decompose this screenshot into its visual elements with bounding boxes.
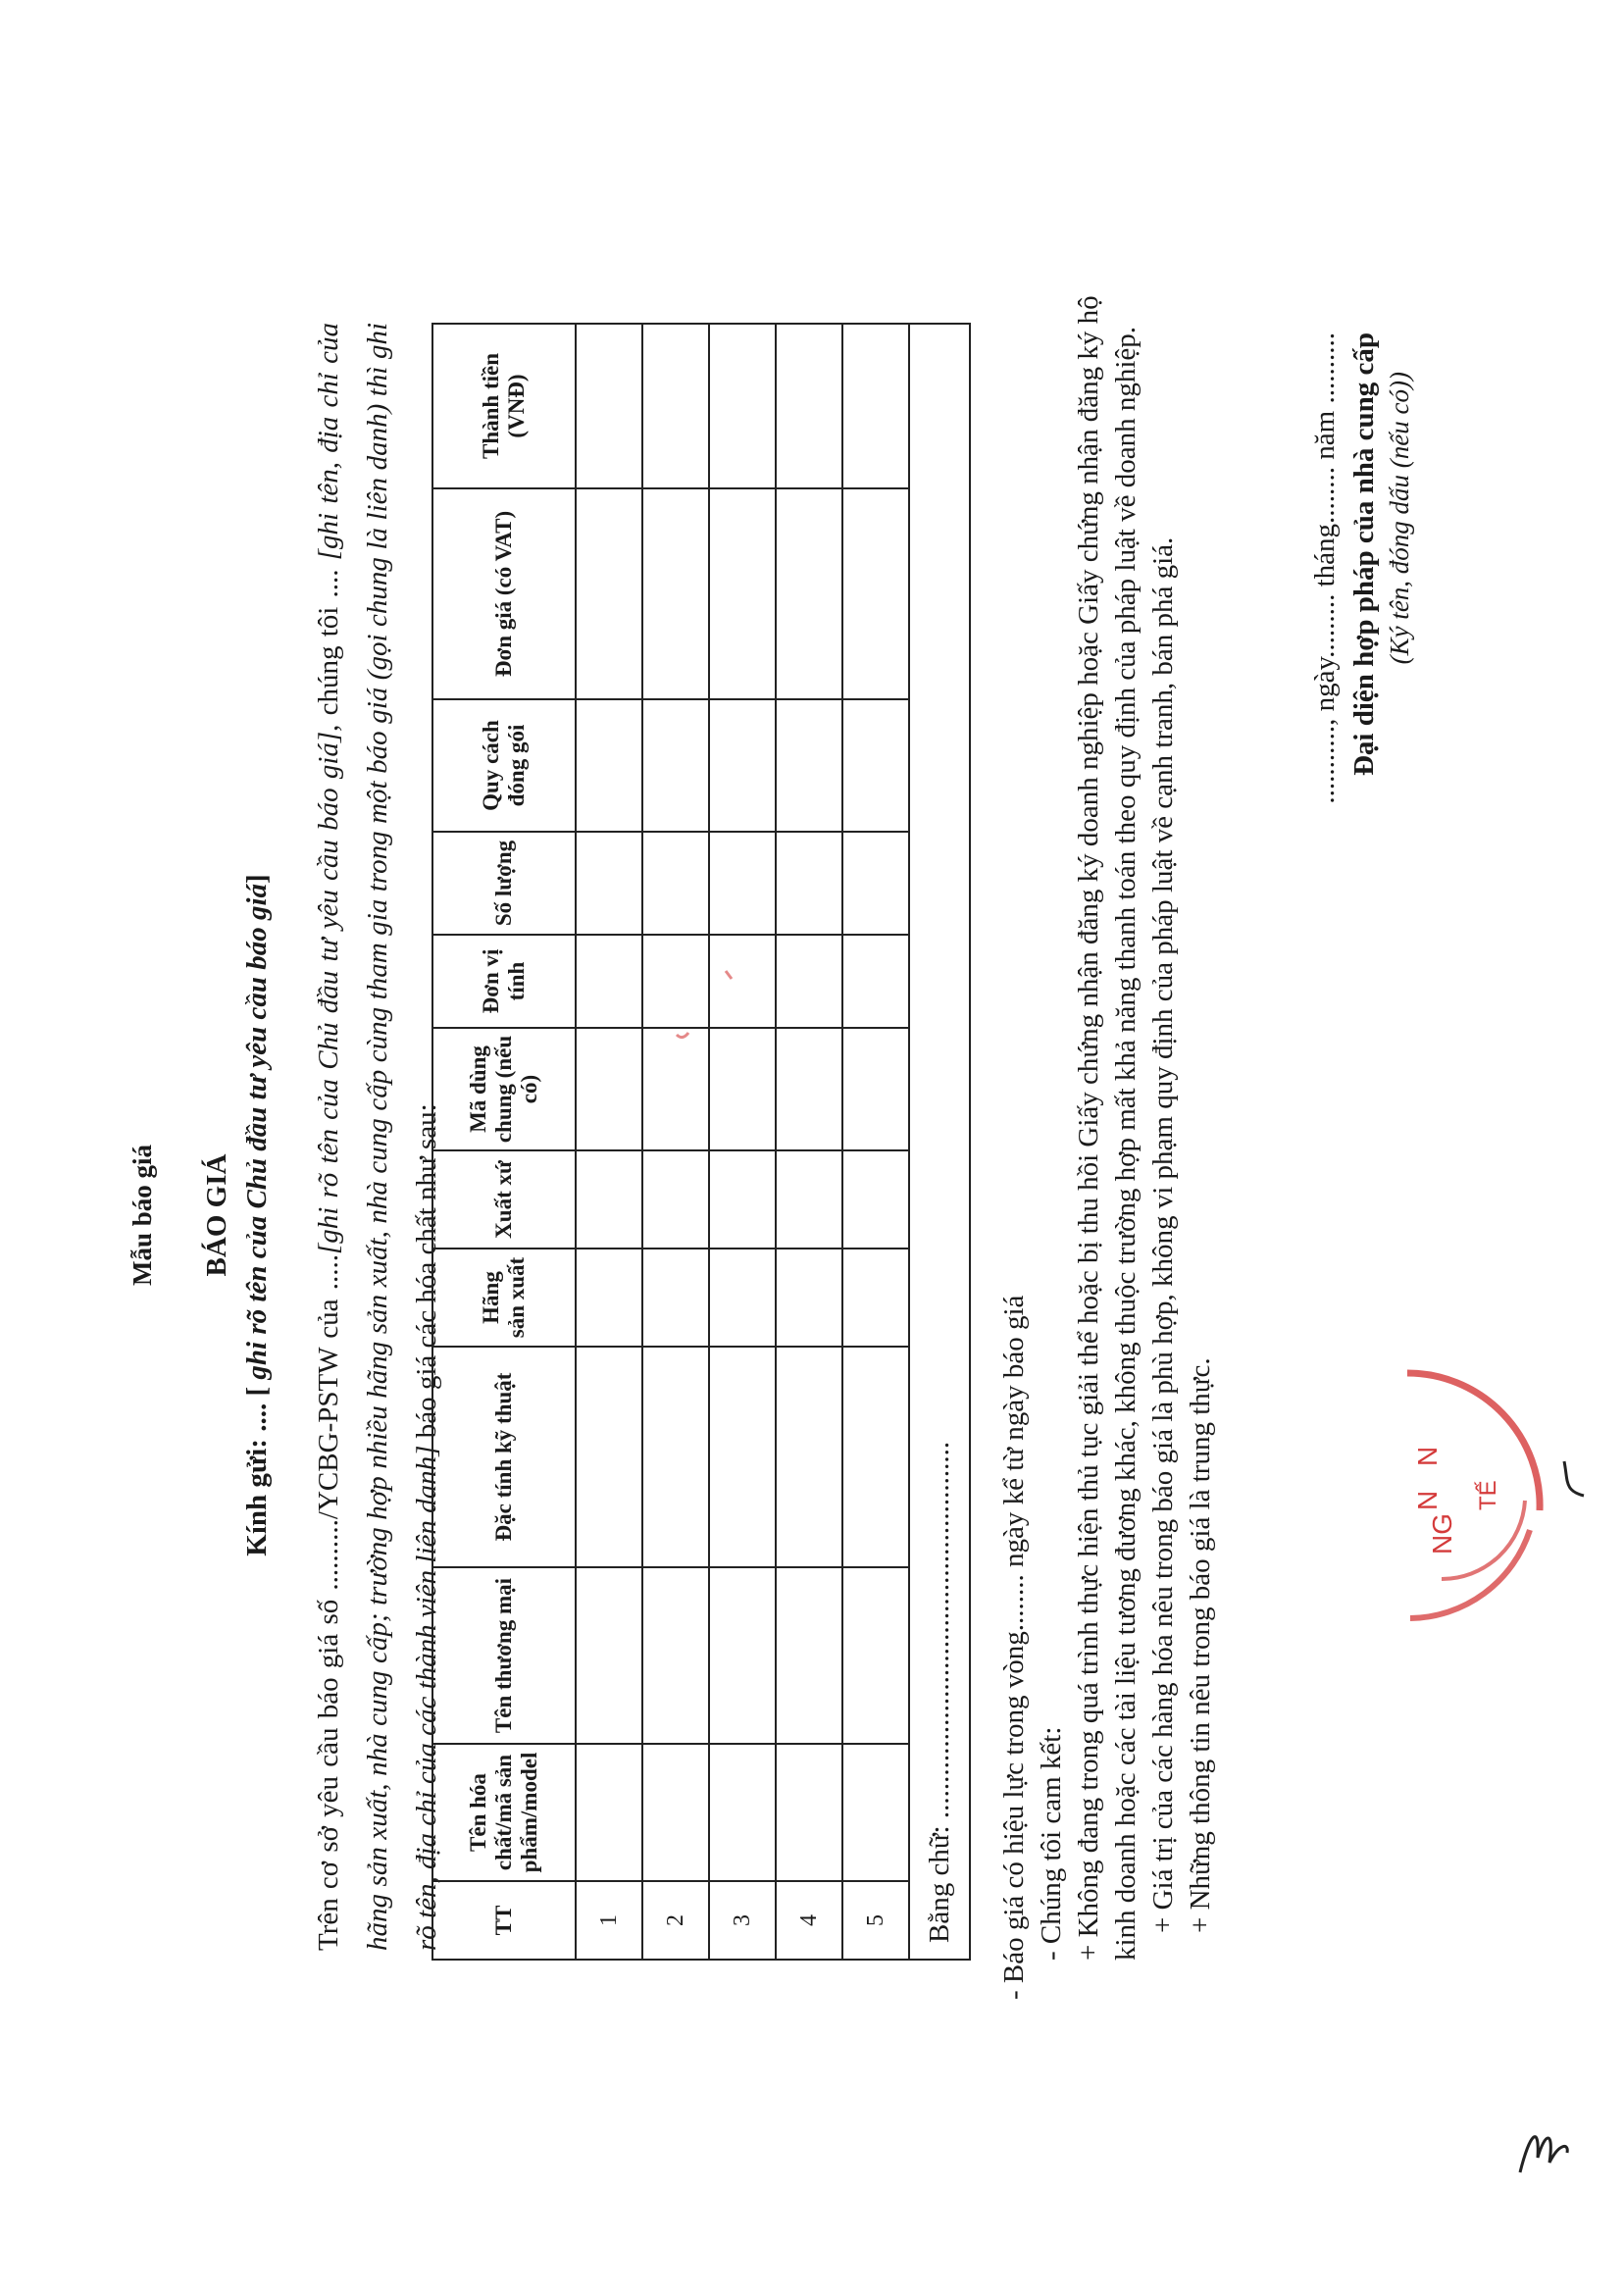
cell bbox=[576, 1150, 642, 1249]
cell bbox=[776, 1744, 842, 1881]
signature-note: (Ký tên, đóng dấu (nếu có)) bbox=[1385, 372, 1414, 665]
cell bbox=[642, 1028, 709, 1150]
col-header-chemical-name: Tên hóa chất/mã sản phẩm/model bbox=[432, 1744, 576, 1881]
cell bbox=[709, 488, 776, 699]
validity-note: - Báo giá có hiệu lực trong vòng........ ngày kể từ ngày báo giá bbox=[998, 1295, 1030, 2000]
row-number: 5 bbox=[842, 1881, 909, 1960]
cell bbox=[576, 1249, 642, 1347]
cell bbox=[576, 1028, 642, 1150]
cell bbox=[642, 1744, 709, 1881]
cell bbox=[709, 832, 776, 935]
cell bbox=[642, 1249, 709, 1347]
table-words-row bbox=[909, 324, 970, 1960]
svg-text:N: N bbox=[1412, 1446, 1443, 1466]
cell bbox=[776, 935, 842, 1028]
svg-text:NG: NG bbox=[1427, 1513, 1457, 1555]
table-row bbox=[842, 324, 909, 1960]
cell bbox=[709, 324, 776, 488]
commitment-heading: - Chúng tôi cam kết: bbox=[1036, 1726, 1067, 1961]
intro-text-1: Trên cơ sở yêu cầu báo giá số ........../YCBG-PSTW của ..... bbox=[313, 1254, 344, 1951]
col-header-tt: TT bbox=[432, 1881, 576, 1960]
intro-text-3: báo giá các hóa chất như sau: bbox=[411, 1103, 442, 1446]
cell bbox=[642, 832, 709, 935]
cell bbox=[709, 1744, 776, 1881]
form-title: Mẫu báo giá bbox=[127, 1144, 157, 1287]
col-header-packing: Quy cách đóng gói bbox=[432, 699, 576, 832]
cell bbox=[776, 699, 842, 832]
row-number: 2 bbox=[642, 1881, 709, 1960]
recipient-name: ghi rõ tên của Chủ đầu tư yêu cầu báo giá bbox=[241, 883, 273, 1387]
cell bbox=[576, 699, 642, 832]
intro-italic-1: [ghi rõ tên của Chủ đầu tư yêu cầu báo giá] bbox=[313, 731, 344, 1255]
cell bbox=[709, 1567, 776, 1744]
table-row bbox=[709, 324, 776, 1960]
cell bbox=[576, 832, 642, 935]
cell bbox=[642, 488, 709, 699]
cell bbox=[842, 699, 909, 832]
commitment-item-3: + Những thông tin nêu trong báo giá là trung thực. bbox=[1185, 1357, 1216, 1933]
document-title: BÁO GIÁ bbox=[201, 1153, 232, 1277]
cell bbox=[709, 1028, 776, 1150]
cell bbox=[842, 324, 909, 488]
cell bbox=[576, 1567, 642, 1744]
table-row bbox=[576, 324, 642, 1960]
row-number: 4 bbox=[776, 1881, 842, 1960]
cell bbox=[709, 699, 776, 832]
cell bbox=[776, 1028, 842, 1150]
cell bbox=[642, 699, 709, 832]
cell bbox=[842, 1347, 909, 1567]
table-row bbox=[642, 324, 709, 1960]
cell bbox=[842, 1150, 909, 1249]
col-header-origin: Xuất xứ bbox=[432, 1150, 576, 1249]
signature-date-line: ..........., ngày......... tháng........ năm .......... bbox=[1309, 332, 1341, 804]
cell bbox=[642, 324, 709, 488]
cell bbox=[842, 1744, 909, 1881]
cell bbox=[776, 1347, 842, 1567]
col-header-manufacturer: Hãng sản xuất bbox=[432, 1249, 576, 1347]
table-header-row bbox=[432, 324, 576, 1960]
cell bbox=[842, 1567, 909, 1744]
cell bbox=[776, 1150, 842, 1249]
intro-text-2: , chúng tôi .... bbox=[313, 560, 344, 732]
cell bbox=[576, 324, 642, 488]
svg-text:TẾ: TẾ bbox=[1475, 1480, 1501, 1510]
commitment-item-1: + Không đang trong quá trình thực hiện thủ tục giải thể hoặc bị thu hồi Giấy chứng nhận đăng ký doanh nghiệp hoặc Giấy chứng nhận đăng ký hộ kinh doanh hoặc các tài liệu tương đương khác, không thuộc trường hợp mất khả năng thanh toán theo quy định của pháp luật về doanh nghiệp. bbox=[1073, 295, 1142, 1961]
recipient-prefix: Kính gửi: .... [ bbox=[241, 1386, 273, 1556]
cell bbox=[709, 935, 776, 1028]
col-header-unit-price: Đơn giá (có VAT) bbox=[432, 488, 576, 699]
cell bbox=[642, 1150, 709, 1249]
cell bbox=[576, 1347, 642, 1567]
svg-text:N: N bbox=[1412, 1490, 1443, 1510]
cell bbox=[709, 1249, 776, 1347]
cell bbox=[642, 1347, 709, 1567]
col-header-trade-name: Tên thương mại bbox=[432, 1567, 576, 1744]
table-row bbox=[776, 324, 842, 1960]
cell bbox=[576, 1744, 642, 1881]
cell bbox=[709, 1347, 776, 1567]
col-header-common-code: Mã dùng chung (nếu có) bbox=[432, 1028, 576, 1150]
col-header-quantity: Số lượng bbox=[432, 832, 576, 935]
cell bbox=[709, 1150, 776, 1249]
cell bbox=[776, 1567, 842, 1744]
row-number: 1 bbox=[576, 1881, 642, 1960]
row-number: 3 bbox=[709, 1881, 776, 1960]
cell bbox=[642, 935, 709, 1028]
cell bbox=[776, 1249, 842, 1347]
quote-table bbox=[431, 323, 971, 1961]
cell bbox=[776, 832, 842, 935]
col-header-unit: Đơn vị tính bbox=[432, 935, 576, 1028]
cell bbox=[576, 488, 642, 699]
cell bbox=[842, 1028, 909, 1150]
cell bbox=[842, 832, 909, 935]
signature-title: Đại diện hợp pháp của nhà cung cấp bbox=[1348, 332, 1380, 777]
cell bbox=[842, 488, 909, 699]
amount-in-words: Bằng chữ: ..................................................... bbox=[909, 324, 970, 1960]
intro-paragraph bbox=[304, 323, 451, 1951]
cell bbox=[776, 324, 842, 488]
commitment-item-2: + Giá trị của các hàng hóa nêu trong báo giá là phù hợp, không vi phạm quy định của pháp luật về cạnh tranh, bán phá giá. bbox=[1147, 536, 1179, 1933]
col-header-total: Thành tiền (VNĐ) bbox=[432, 324, 576, 488]
cell bbox=[842, 935, 909, 1028]
intro-italic-2: [ghi tên, địa chỉ của hãng sản xuất, nhà cung cấp; trường hợp nhiều hãng sản xuất, nhà cung cấp cùng tham gia trong một báo giá (gọi chung là liên danh) thì ghi rõ tên, địa chỉ của các thành viên liên danh] bbox=[313, 323, 442, 1951]
recipient-suffix: ] bbox=[241, 874, 273, 884]
cell bbox=[842, 1249, 909, 1347]
cell bbox=[576, 935, 642, 1028]
cell bbox=[642, 1567, 709, 1744]
col-header-specs: Đặc tính kỹ thuật bbox=[432, 1347, 576, 1567]
notes-section bbox=[995, 283, 1219, 2000]
recipient-line bbox=[241, 431, 274, 2000]
cell bbox=[776, 488, 842, 699]
